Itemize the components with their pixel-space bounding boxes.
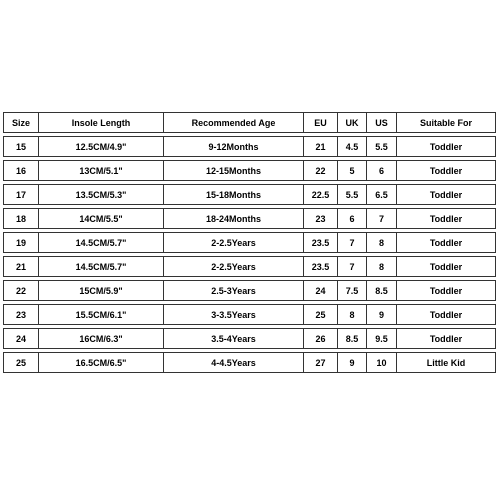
cell-insole-length: 14.5CM/5.7" bbox=[38, 256, 163, 277]
cell-recommended-age: 2-2.5Years bbox=[163, 232, 303, 253]
cell-suitable-for: Toddler bbox=[396, 328, 496, 349]
cell-suitable-for: Toddler bbox=[396, 304, 496, 325]
cell-size: 24 bbox=[3, 328, 38, 349]
cell-insole-length: 15CM/5.9" bbox=[38, 280, 163, 301]
cell-insole-length: 16.5CM/6.5" bbox=[38, 352, 163, 373]
cell-recommended-age: 2-2.5Years bbox=[163, 256, 303, 277]
cell-suitable-for: Little Kid bbox=[396, 352, 496, 373]
cell-insole-length: 13CM/5.1" bbox=[38, 160, 163, 181]
cell-us: 9.5 bbox=[366, 328, 396, 349]
cell-size: 17 bbox=[3, 184, 38, 205]
table-row bbox=[3, 328, 496, 349]
cell-recommended-age: 3-3.5Years bbox=[163, 304, 303, 325]
cell-eu: 23 bbox=[303, 208, 337, 229]
cell-us: 9 bbox=[366, 304, 396, 325]
cell-uk: 4.5 bbox=[337, 136, 366, 157]
cell-suitable-for: Toddler bbox=[396, 256, 496, 277]
size-chart-body bbox=[3, 136, 496, 373]
header-insole-length: Insole Length bbox=[38, 112, 163, 133]
table-row bbox=[3, 232, 496, 253]
cell-eu: 22.5 bbox=[303, 184, 337, 205]
cell-size: 15 bbox=[3, 136, 38, 157]
cell-us: 8 bbox=[366, 256, 396, 277]
cell-insole-length: 16CM/6.3" bbox=[38, 328, 163, 349]
cell-us: 10 bbox=[366, 352, 396, 373]
cell-uk: 7 bbox=[337, 256, 366, 277]
size-chart-table bbox=[3, 109, 496, 376]
header-size: Size bbox=[3, 112, 38, 133]
cell-eu: 25 bbox=[303, 304, 337, 325]
cell-size: 19 bbox=[3, 232, 38, 253]
cell-insole-length: 14.5CM/5.7" bbox=[38, 232, 163, 253]
header-recommended-age: Recommended Age bbox=[163, 112, 303, 133]
cell-uk: 6 bbox=[337, 208, 366, 229]
cell-eu: 26 bbox=[303, 328, 337, 349]
cell-us: 6.5 bbox=[366, 184, 396, 205]
cell-suitable-for: Toddler bbox=[396, 232, 496, 253]
cell-suitable-for: Toddler bbox=[396, 280, 496, 301]
cell-uk: 8.5 bbox=[337, 328, 366, 349]
cell-recommended-age: 15-18Months bbox=[163, 184, 303, 205]
table-row bbox=[3, 352, 496, 373]
cell-recommended-age: 3.5-4Years bbox=[163, 328, 303, 349]
cell-recommended-age: 2.5-3Years bbox=[163, 280, 303, 301]
table-row bbox=[3, 304, 496, 325]
cell-size: 25 bbox=[3, 352, 38, 373]
cell-size: 18 bbox=[3, 208, 38, 229]
cell-recommended-age: 12-15Months bbox=[163, 160, 303, 181]
cell-eu: 23.5 bbox=[303, 256, 337, 277]
cell-size: 23 bbox=[3, 304, 38, 325]
cell-eu: 24 bbox=[303, 280, 337, 301]
cell-eu: 21 bbox=[303, 136, 337, 157]
header-eu: EU bbox=[303, 112, 337, 133]
cell-insole-length: 15.5CM/6.1" bbox=[38, 304, 163, 325]
table-row bbox=[3, 184, 496, 205]
cell-size: 21 bbox=[3, 256, 38, 277]
cell-us: 7 bbox=[366, 208, 396, 229]
table-row bbox=[3, 256, 496, 277]
cell-suitable-for: Toddler bbox=[396, 184, 496, 205]
cell-recommended-age: 18-24Months bbox=[163, 208, 303, 229]
header-uk: UK bbox=[337, 112, 366, 133]
cell-suitable-for: Toddler bbox=[396, 136, 496, 157]
cell-uk: 5.5 bbox=[337, 184, 366, 205]
header-us: US bbox=[366, 112, 396, 133]
cell-us: 5.5 bbox=[366, 136, 396, 157]
cell-us: 8.5 bbox=[366, 280, 396, 301]
cell-size: 16 bbox=[3, 160, 38, 181]
header-suitable-for: Suitable For bbox=[396, 112, 496, 133]
cell-insole-length: 14CM/5.5" bbox=[38, 208, 163, 229]
cell-uk: 7 bbox=[337, 232, 366, 253]
cell-uk: 7.5 bbox=[337, 280, 366, 301]
cell-recommended-age: 9-12Months bbox=[163, 136, 303, 157]
table-row bbox=[3, 208, 496, 229]
table-row bbox=[3, 280, 496, 301]
cell-us: 8 bbox=[366, 232, 396, 253]
cell-us: 6 bbox=[366, 160, 396, 181]
cell-suitable-for: Toddler bbox=[396, 160, 496, 181]
cell-suitable-for: Toddler bbox=[396, 208, 496, 229]
cell-uk: 9 bbox=[337, 352, 366, 373]
cell-insole-length: 12.5CM/4.9" bbox=[38, 136, 163, 157]
cell-recommended-age: 4-4.5Years bbox=[163, 352, 303, 373]
cell-eu: 22 bbox=[303, 160, 337, 181]
table-row bbox=[3, 136, 496, 157]
cell-uk: 8 bbox=[337, 304, 366, 325]
cell-eu: 23.5 bbox=[303, 232, 337, 253]
size-chart bbox=[3, 109, 496, 376]
table-row bbox=[3, 160, 496, 181]
header-row bbox=[3, 112, 496, 133]
cell-insole-length: 13.5CM/5.3" bbox=[38, 184, 163, 205]
cell-uk: 5 bbox=[337, 160, 366, 181]
cell-eu: 27 bbox=[303, 352, 337, 373]
cell-size: 22 bbox=[3, 280, 38, 301]
